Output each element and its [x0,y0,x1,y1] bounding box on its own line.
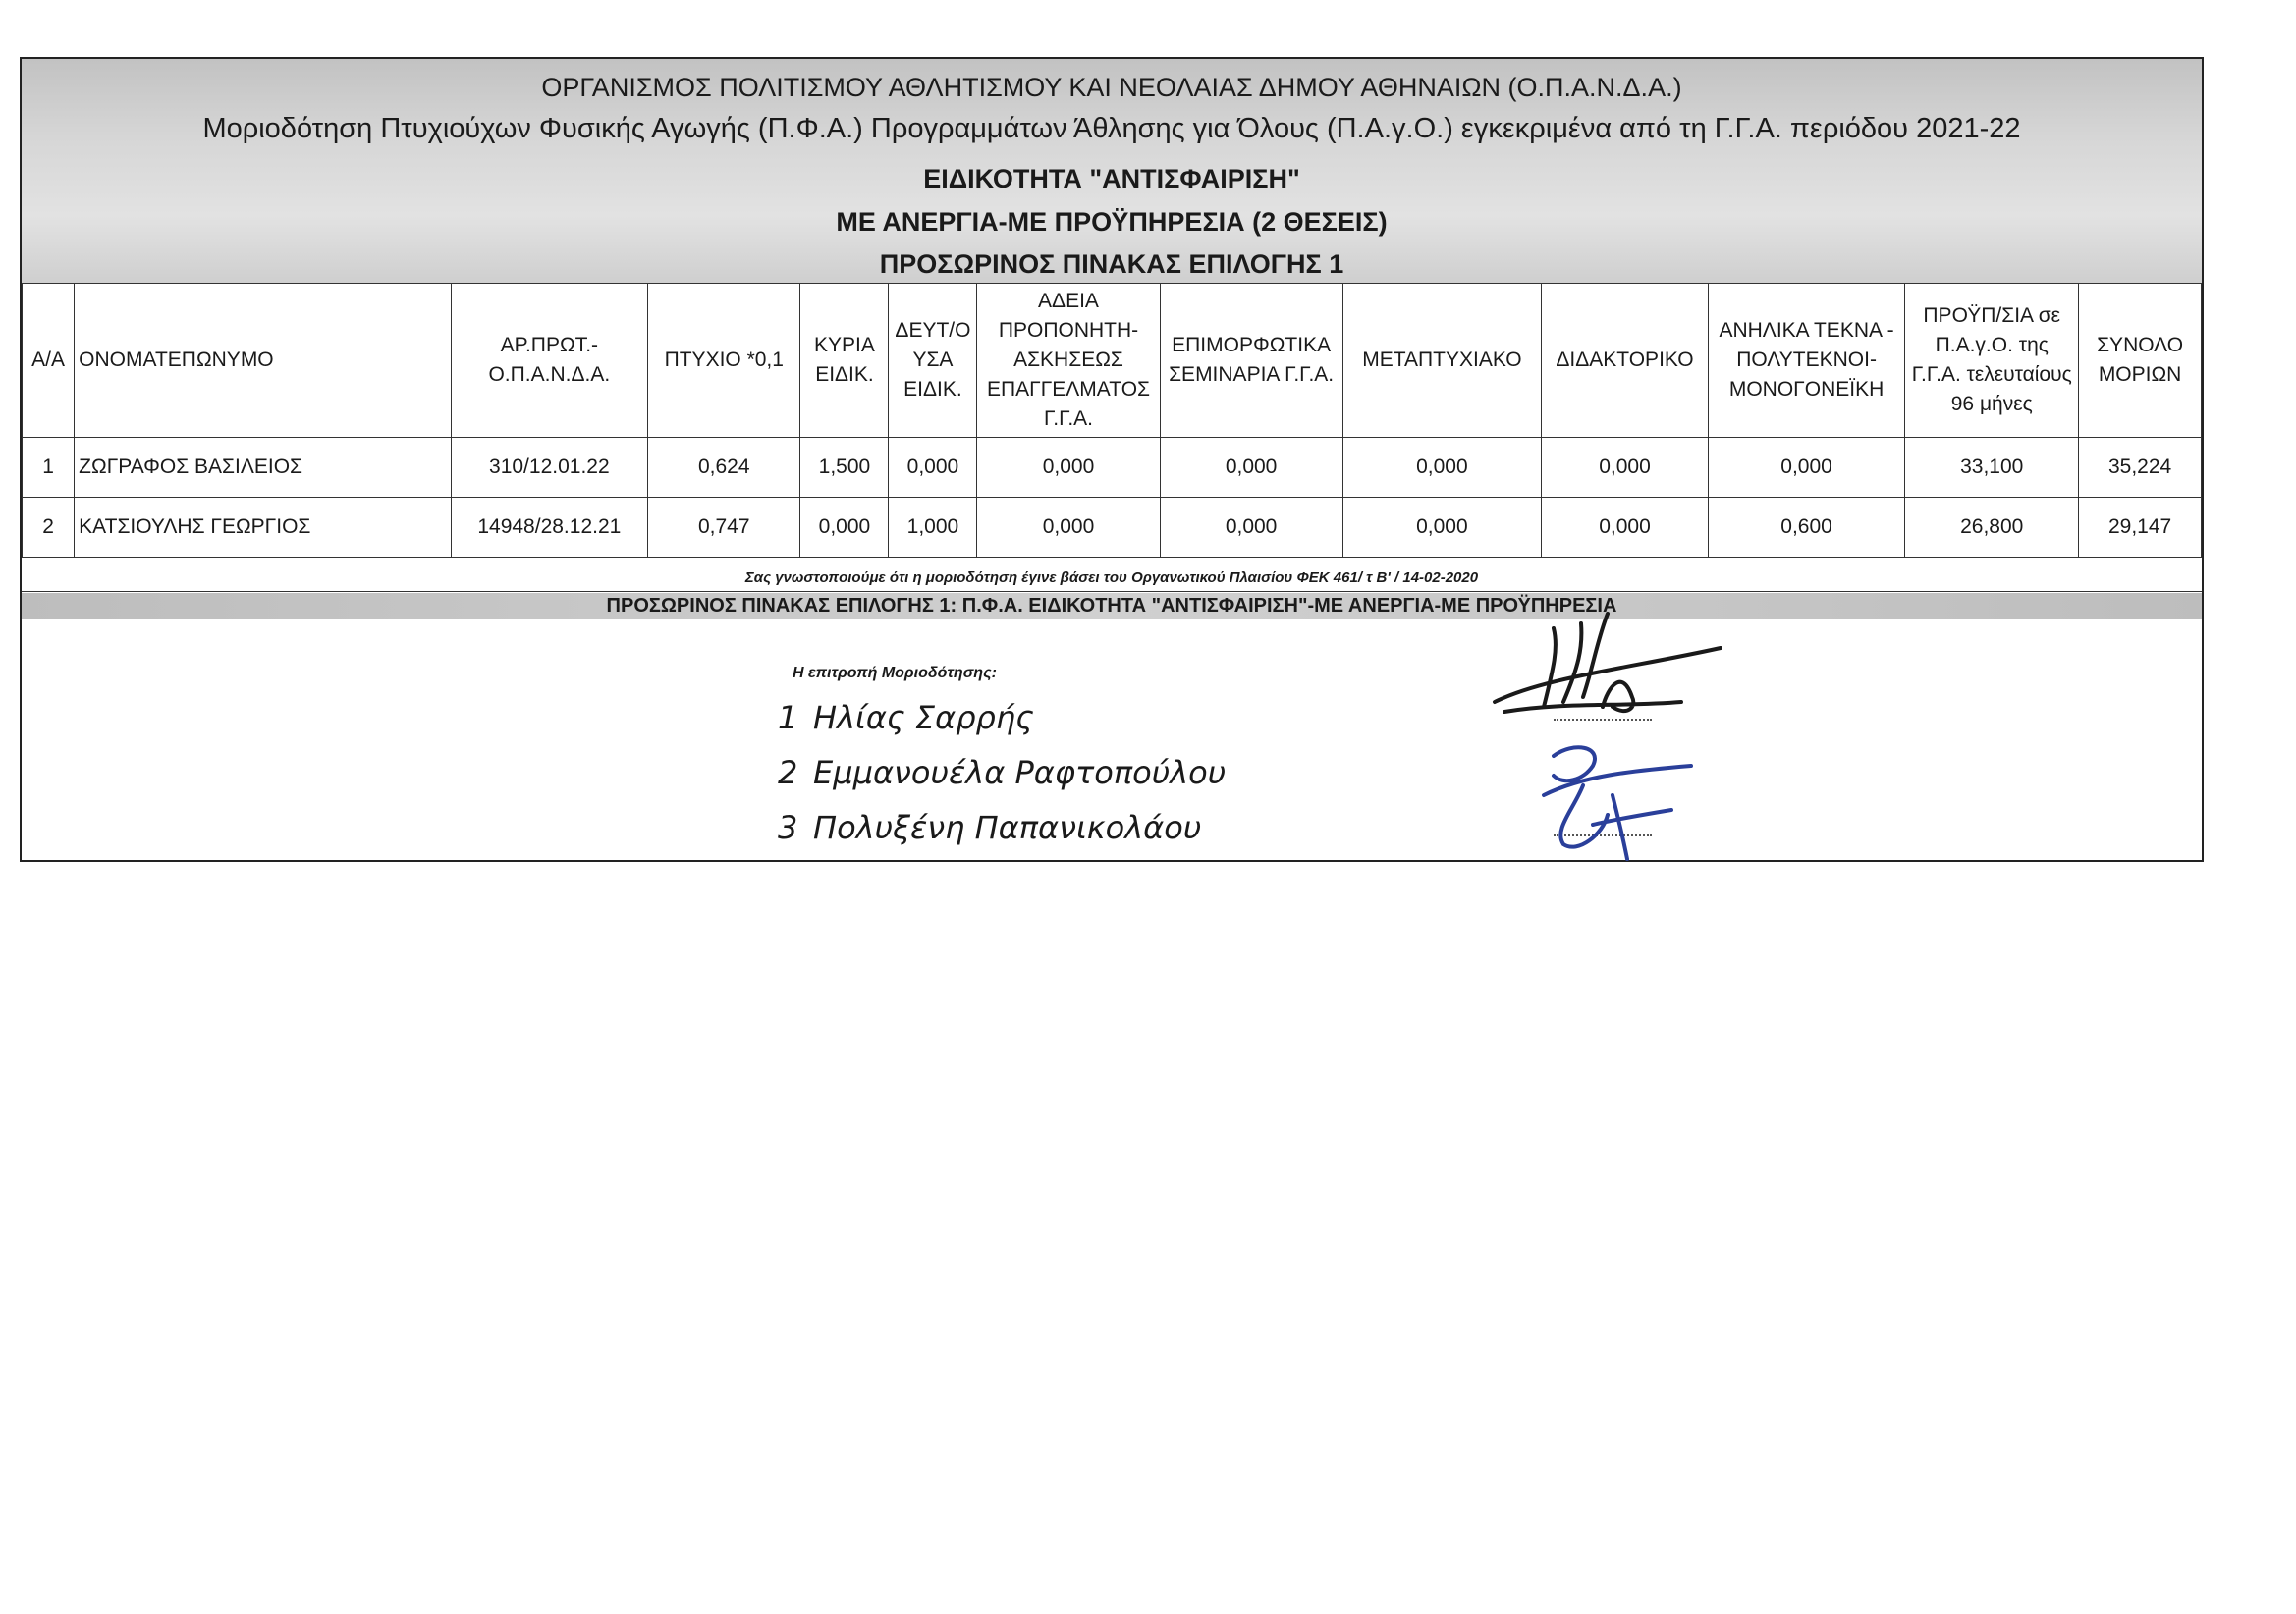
table-header-row [23,284,2202,438]
cell-coach-license: 0,000 [977,498,1160,558]
cell-family: 0,000 [1708,438,1904,498]
cell-protocol: 310/12.01.22 [451,438,647,498]
col-header-name: ΟΝΟΜΑΤΕΠΩΝΥΜΟ [75,284,451,438]
signature-black [1485,609,1740,726]
cell-aa: 2 [23,498,75,558]
col-header-experience: ΠΡΟΫΠ/ΣΙΑ σε Π.Α.γ.Ο. της Γ.Γ.Α. τελευταίους 96 μήνες [1905,284,2079,438]
document-sheet [20,57,2204,862]
cell-seminars: 0,000 [1160,498,1342,558]
cell-degree: 0,624 [648,438,800,498]
category-title: ΜΕ ΑΝΕΡΓΙΑ-ΜΕ ΠΡΟΫΠΗΡΕΣΙΑ (2 ΘΕΣΕΙΣ) [836,207,1388,237]
col-header-phd: ΔΙΔΑΚΤΟΡΙΚΟ [1542,284,1709,438]
col-header-aa: Α/Α [23,284,75,438]
member-number: 1 [778,699,798,736]
cell-second-specialty: 0,000 [889,438,977,498]
cell-name: ΖΩΓΡΑΦΟΣ ΒΑΣΙΛΕΙΟΣ [75,438,451,498]
cell-total: 29,147 [2079,498,2202,558]
col-header-degree: ΠΤΥΧΙΟ *0,1 [648,284,800,438]
col-header-total: ΣΥΝΟΛΟ ΜΟΡΙΩΝ [2079,284,2202,438]
table-row [23,438,2202,498]
cell-family: 0,600 [1708,498,1904,558]
committee-member [778,754,1226,791]
legal-note: Σας γνωστοποιούμε ότι η μοριοδότηση έγινε βάσει του Οργανωτικού Πλαισίου ΦΕΚ 461/ τ Β' / 14-02-2020 [22,569,2202,592]
cell-aa: 1 [23,438,75,498]
scoring-table [22,283,2202,558]
organization-title: ΟΡΓΑΝΙΣΜΟΣ ΠΟΛΙΤΙΣΜΟΥ ΑΘΛΗΤΙΣΜΟΥ ΚΑΙ ΝΕΟΛΑΙΑΣ ΔΗΜΟΥ ΑΘΗΝΑΙΩΝ (Ο.Π.Α.Ν.Δ.Α.) [541,73,1682,102]
committee-title: Η επιτροπή Μοριοδότησης: [793,665,997,681]
table-title: ΠΡΟΣΩΡΙΝΟΣ ΠΙΝΑΚΑΣ ΕΠΙΛΟΓΗΣ 1 [879,249,1344,279]
signature-blue [1524,736,1701,864]
cell-degree: 0,747 [648,498,800,558]
specialty-title: ΕΙΔΙΚΟΤΗΤΑ "ΑΝΤΙΣΦΑΙΡΙΣΗ" [923,164,1300,193]
committee-member [778,699,1034,736]
cell-masters: 0,000 [1342,438,1541,498]
col-header-family: ΑΝΗΛΙΚΑ ΤΕΚΝΑ - ΠΟΛΥΤΕΚΝΟΙ- ΜΟΝΟΓΟΝΕΪΚΗ [1708,284,1904,438]
col-header-second-specialty: ΔΕΥΤ/Ο ΥΣΑ ΕΙΔΙΚ. [889,284,977,438]
cell-masters: 0,000 [1342,498,1541,558]
program-subtitle: Μοριοδότηση Πτυχιούχων Φυσικής Αγωγής (Π.Φ.Α.) Προγραμμάτων Άθλησης για Όλους (Π.Α.γ.Ο.) εγκεκριμένα από τη Γ.Γ.Α. περιόδου 2021-22 [202,113,2021,144]
member-number: 2 [778,754,798,791]
cell-second-specialty: 1,000 [889,498,977,558]
col-header-masters: ΜΕΤΑΠΤΥΧΙΑΚΟ [1342,284,1541,438]
cell-total: 35,224 [2079,438,2202,498]
cell-coach-license: 0,000 [977,438,1160,498]
cell-main-specialty: 0,000 [800,498,889,558]
member-name: Πολυξένη Παπανικολάου [813,809,1202,846]
col-header-main-specialty: ΚΥΡΙΑ ΕΙΔΙΚ. [800,284,889,438]
cell-main-specialty: 1,500 [800,438,889,498]
committee-member [778,809,1201,846]
footer-band: ΠΡΟΣΩΡΙΝΟΣ ΠΙΝΑΚΑΣ ΕΠΙΛΟΓΗΣ 1: Π.Φ.Α. ΕΙΔΙΚΟΤΗΤΑ "ΑΝΤΙΣΦΑΙΡΙΣΗ"-ΜΕ ΑΝΕΡΓΙΑ-ΜΕ ΠΡΟΫΠΗΡΕΣΙΑ [22,593,2202,619]
cell-protocol: 14948/28.12.21 [451,498,647,558]
col-header-coach-license: ΑΔΕΙΑ ΠΡΟΠΟΝΗΤΗ- ΑΣΚΗΣΕΩΣ ΕΠΑΓΓΕΛΜΑΤΟΣ Γ.Γ.Α. [977,284,1160,438]
cell-phd: 0,000 [1542,438,1709,498]
document-header [22,59,2202,283]
cell-seminars: 0,000 [1160,438,1342,498]
cell-experience: 33,100 [1905,438,2079,498]
member-name: Ηλίας Σαρρής [813,699,1034,736]
member-name: Εμμανουέλα Ραφτοπούλου [813,754,1227,791]
cell-name: ΚΑΤΣΙΟΥΛΗΣ ΓΕΩΡΓΙΟΣ [75,498,451,558]
col-header-seminars: ΕΠΙΜΟΡΦΩΤΙΚΑ ΣΕΜΙΝΑΡΙΑ Γ.Γ.Α. [1160,284,1342,438]
member-number: 3 [778,809,798,846]
cell-phd: 0,000 [1542,498,1709,558]
table-row [23,498,2202,558]
col-header-protocol: ΑΡ.ΠΡΩΤ.- Ο.Π.Α.Ν.Δ.Α. [451,284,647,438]
cell-experience: 26,800 [1905,498,2079,558]
